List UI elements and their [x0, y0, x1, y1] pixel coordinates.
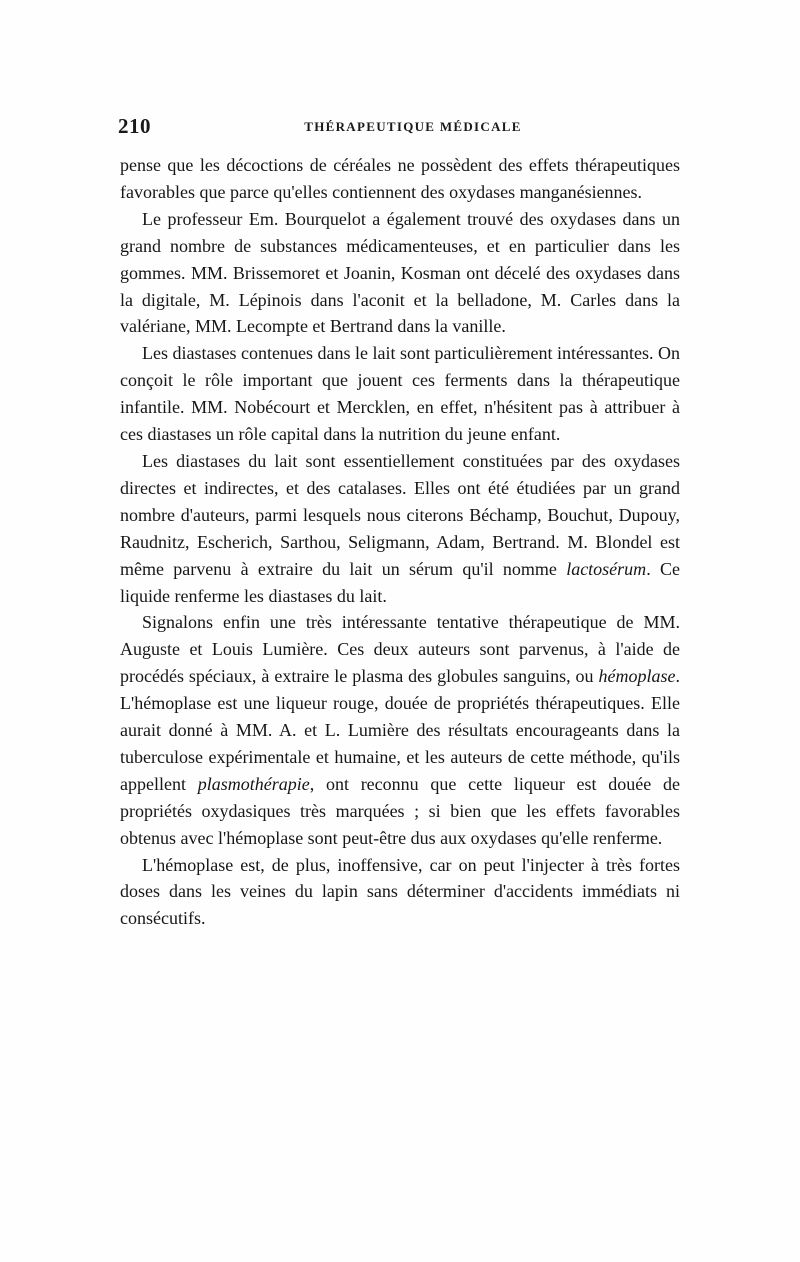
page-number: 210 [118, 114, 151, 138]
paragraph-5-text-c: , ont reconnu que cette liqueur est douée de propriétés oxydasiques très marquées ; si bien que les effets favorables obtenus avec l'hémoplase sont peut-être dus aux oxydases qu'elle renferme. [120, 773, 680, 848]
paragraph-5-text-a: Signalons enfin une très intéressante tentative thérapeutique de MM. Auguste et Louis Lumière. Ces deux auteurs sont parvenus, à l'aide de procédés spéciaux, à extraire le plasma des globules sanguins, ou [120, 612, 680, 687]
paragraph-5 [120, 609, 680, 851]
paragraph-1: pense que les décoctions de céréales ne possèdent des effets thérapeutiques favorables que parce qu'elles contiennent des oxydases manganésiennes. [120, 155, 680, 202]
paragraph-6: L'hémoplase est, de plus, inoffensive, car on peut l'injecter à très fortes doses dans les veines du lapin sans déterminer d'accidents immédiats ni consécutifs. [120, 854, 680, 929]
term-lactoserum: lactosérum [566, 558, 647, 579]
paragraph-4 [120, 448, 680, 609]
paragraph-2: Le professeur Em. Bourquelot a également trouvé des oxydases dans un grand nombre de substances médicamenteuses, et en particulier dans les gommes. MM. Brissemoret et Joanin, Kosman ont décelé des oxydases dans la digitale, M. Lépinois dans l'aconit et la belladone, M. Carles dans la valériane, MM. Lecompte et Bertrand dans la vanille. [120, 208, 680, 337]
paragraph-4-text-b: . Ce liquide renferme les diastases du lait. [120, 558, 680, 606]
term-plasmotherapie: plasmothérapie [197, 773, 310, 794]
paragraph-4-text-a: Les diastases du lait sont essentiellement constituées par des oxydases directes et indirectes, et des catalases. Elles ont été étudiées par un grand nombre d'auteurs, parmi lesquels nous citerons Béchamp, Bouchut, Dupouy, Raudnitz, Escherich, Sarthou, Seligmann, Adam, Bertrand. M. Blondel est même parvenu à extraire du lait un sérum qu'il nomme [120, 450, 680, 579]
running-head [116, 114, 680, 140]
running-title: THÉRAPEUTIQUE MÉDICALE [304, 119, 522, 134]
paragraph-5-text-b: . L'hémoplase est une liqueur rouge, douée de propriétés thérapeutiques. Elle aurait donné à MM. A. et L. Lumière des résultats encourageants dans la tuberculose expérimentale et humaine, et les auteurs de cette méthode, qu'ils appellent [120, 666, 680, 794]
body-text [120, 152, 680, 932]
paragraph-3: Les diastases contenues dans le lait sont particulièrement intéressantes. On conçoit le rôle important que jouent ces ferments dans la thérapeutique infantile. MM. Nobécourt et Mercklen, en effet, n'hésitent pas à attribuer à ces diastases un rôle capital dans la nutrition du jeune enfant. [120, 343, 680, 445]
term-hemoplase: hémoplase [598, 666, 676, 687]
